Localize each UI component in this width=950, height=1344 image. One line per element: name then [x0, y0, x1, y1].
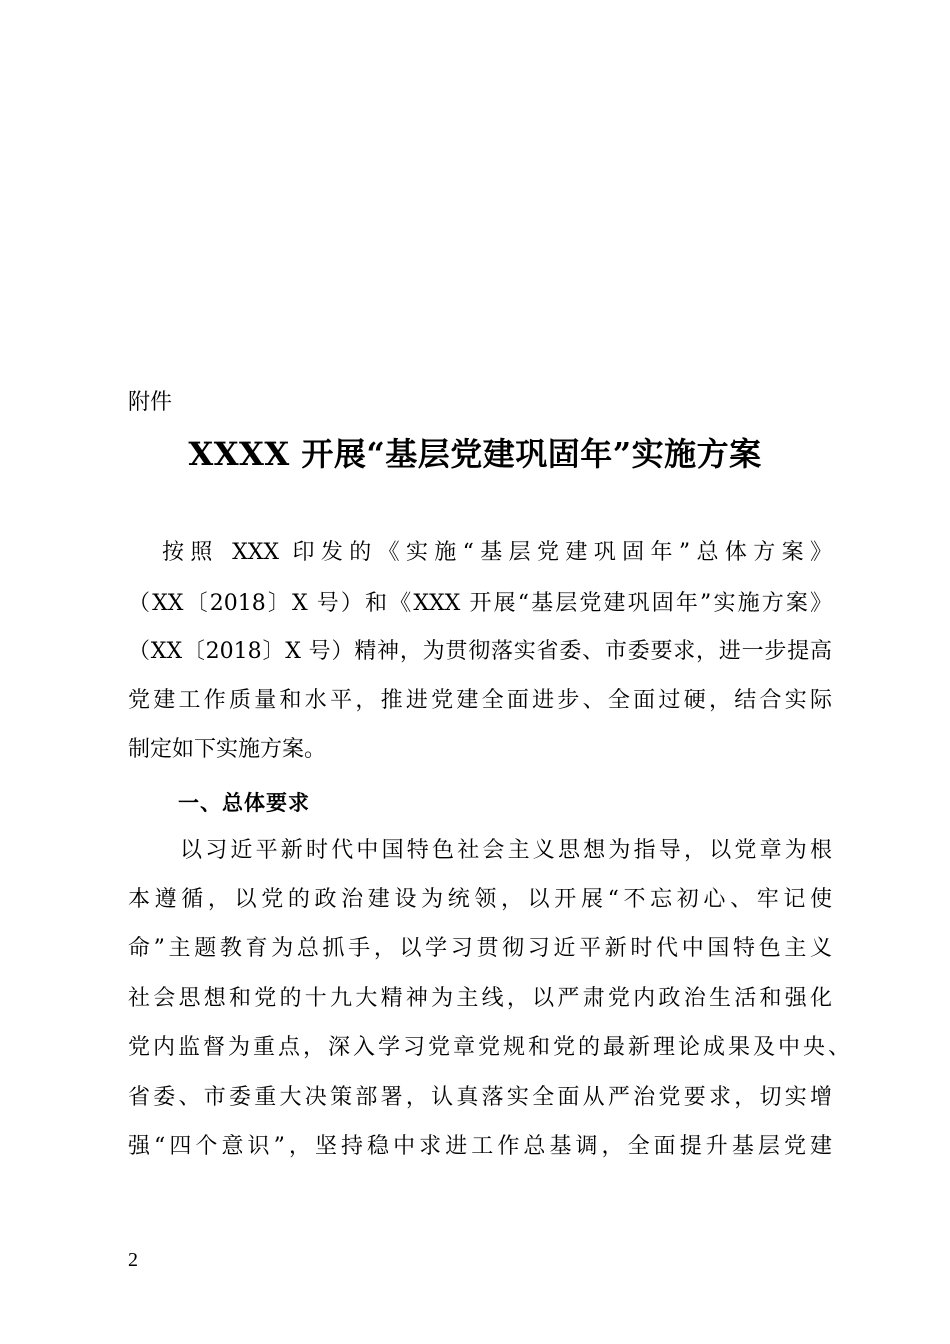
paragraph-line: （XX〔2018〕X 号）和《XXX 开展“基层党建巩固年”实施方案》 — [128, 591, 832, 616]
section-heading: 一、总体要求 — [178, 791, 310, 815]
page-number: 2 — [128, 1249, 138, 1271]
paragraph-line: 强“四个意识”，坚持稳中求进工作总基调，全面提升基层党建 — [128, 1134, 832, 1159]
paragraph-line: （XX〔2018〕X 号）精神，为贯彻落实省委、市委要求，进一步提高 — [128, 639, 832, 664]
paragraph-line: 制定如下实施方案。 — [128, 737, 327, 762]
paragraph-line: 省委、市委重大决策部署，认真落实全面从严治党要求，切实增 — [128, 1085, 832, 1110]
paragraph-line: 党内监督为重点，深入学习党章党规和党的最新理论成果及中央、 — [128, 1035, 850, 1060]
document-title: XXXX 开展“基层党建巩固年”实施方案 — [188, 435, 762, 473]
paragraph-line: 党建工作质量和水平，推进党建全面进步、全面过硬，结合实际 — [128, 688, 832, 713]
attachment-label: 附件 — [128, 390, 173, 415]
paragraph-line: 本遵循，以党的政治建设为统领，以开展“不忘初心、牢记使 — [128, 887, 832, 912]
paragraph-line: 命”主题教育为总抓手，以学习贯彻习近平新时代中国特色主义 — [128, 936, 832, 961]
paragraph-line: 按照 XXX 印发的《实施“基层党建巩固年”总体方案》 — [162, 540, 832, 565]
paragraph-line: 以习近平新时代中国特色社会主义思想为指导，以党章为根 — [180, 838, 832, 863]
paragraph-line: 社会思想和党的十九大精神为主线，以严肃党内政治生活和强化 — [128, 986, 832, 1011]
